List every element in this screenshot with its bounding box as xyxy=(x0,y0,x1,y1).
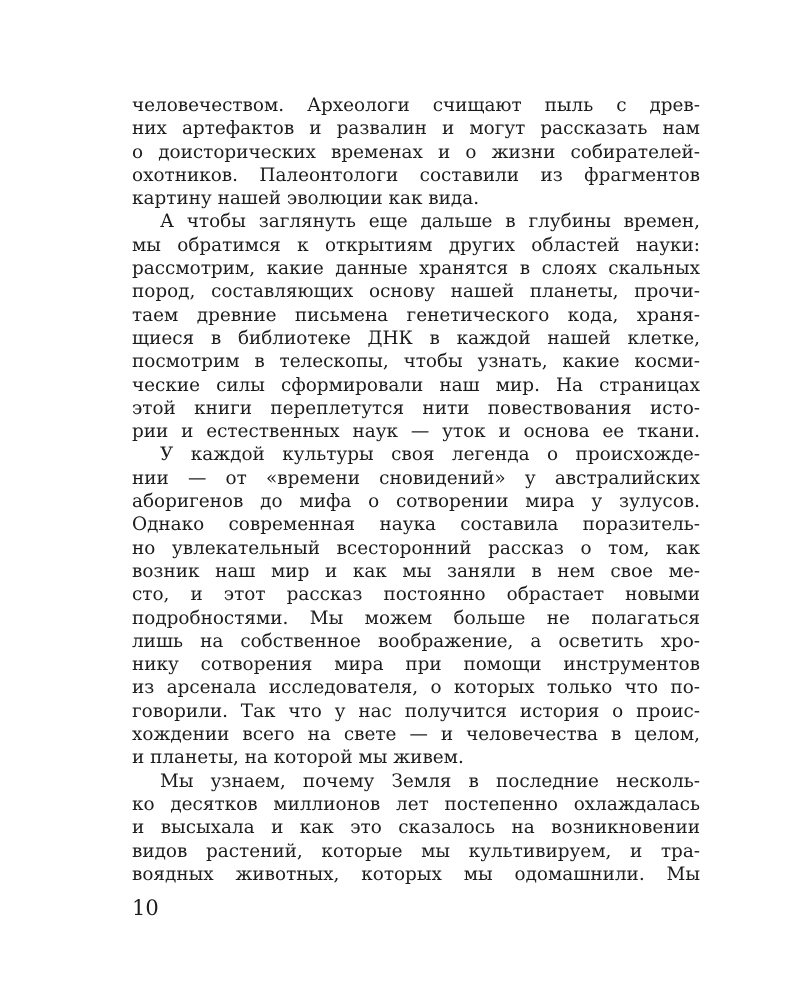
text-line: рассмотрим, какие данные хранятся в слоях скальных xyxy=(132,258,700,280)
text-line: пород, составляющих основу нашей планеты, прочи- xyxy=(132,281,700,303)
text-line: сто, и этот рассказ постоянно обрастает новыми xyxy=(132,584,700,606)
text-line: из арсенала исследователя, о которых только что по- xyxy=(132,677,700,699)
paragraph-2 xyxy=(132,210,700,443)
page-body xyxy=(132,94,700,886)
text-line: хождении всего на свете — и человечества в целом, xyxy=(132,724,700,746)
text-line: щиеся в библиотеке ДНК в каждой нашей клетке, xyxy=(132,327,700,349)
text-line: посмотрим в телескопы, чтобы узнать, какие косми- xyxy=(132,351,700,373)
text-line: нии — от «времени сновидений» у австралийских xyxy=(132,467,700,489)
text-line: и высыхала и как это сказалось на возникновении xyxy=(132,817,700,839)
text-line: говорили. Так что у нас получится история о проис- xyxy=(132,700,700,722)
page-number: 10 xyxy=(132,896,159,920)
text-line: ческие силы сформировали наш мир. На страницах xyxy=(132,374,700,396)
text-line: Однако современная наука составила поразитель- xyxy=(132,514,700,536)
text-line: видов растений, которые мы культивируем, и тра- xyxy=(132,840,700,862)
text-line: картину нашей эволюции как вида. xyxy=(132,188,480,210)
text-line: них артефактов и развалин и могут рассказать нам xyxy=(132,118,700,140)
text-line: таем древние письмена генетического кода, храня- xyxy=(132,304,700,326)
paragraph-1 xyxy=(132,94,700,210)
text-line: и планеты, на которой мы живем. xyxy=(132,747,464,769)
text-line: лишь на собственное воображение, а осветить хро- xyxy=(132,630,700,652)
text-line: ко десятков миллионов лет постепенно охлаждалась xyxy=(132,793,700,815)
text-line: рии и естественных наук — уток и основа ее ткани. xyxy=(132,421,700,443)
text-line: о доисторических временах и о жизни собирателей- xyxy=(132,141,700,163)
text-line: охотников. Палеонтологи составили из фрагментов xyxy=(132,164,700,186)
text-line: А чтобы заглянуть еще дальше в глубины времен, xyxy=(160,211,700,233)
text-line: возник наш мир и как мы заняли в нем свое ме- xyxy=(132,560,700,582)
text-line: воядных животных, которых мы одомашнили. Мы xyxy=(132,863,700,885)
text-line: этой книги переплетутся нити повествования исто- xyxy=(132,397,700,419)
text-line: аборигенов до мифа о сотворении мира у зулусов. xyxy=(132,491,700,513)
text-line: подробностями. Мы можем больше не полагаться xyxy=(132,607,700,629)
text-line: У каждой культуры своя легенда о происхожде- xyxy=(160,444,700,466)
text-line: мы обратимся к открытиям других областей науки: xyxy=(132,234,700,256)
paragraph-4 xyxy=(132,770,700,886)
text-line: но увлекательный всесторонний рассказ о том, как xyxy=(132,537,700,559)
text-line: Мы узнаем, почему Земля в последние несколь- xyxy=(160,770,700,792)
paragraph-3 xyxy=(132,443,700,769)
text-line: человечеством. Археологи счищают пыль с древ- xyxy=(132,95,700,116)
text-line: нику сотворения мира при помощи инструментов xyxy=(132,654,700,676)
